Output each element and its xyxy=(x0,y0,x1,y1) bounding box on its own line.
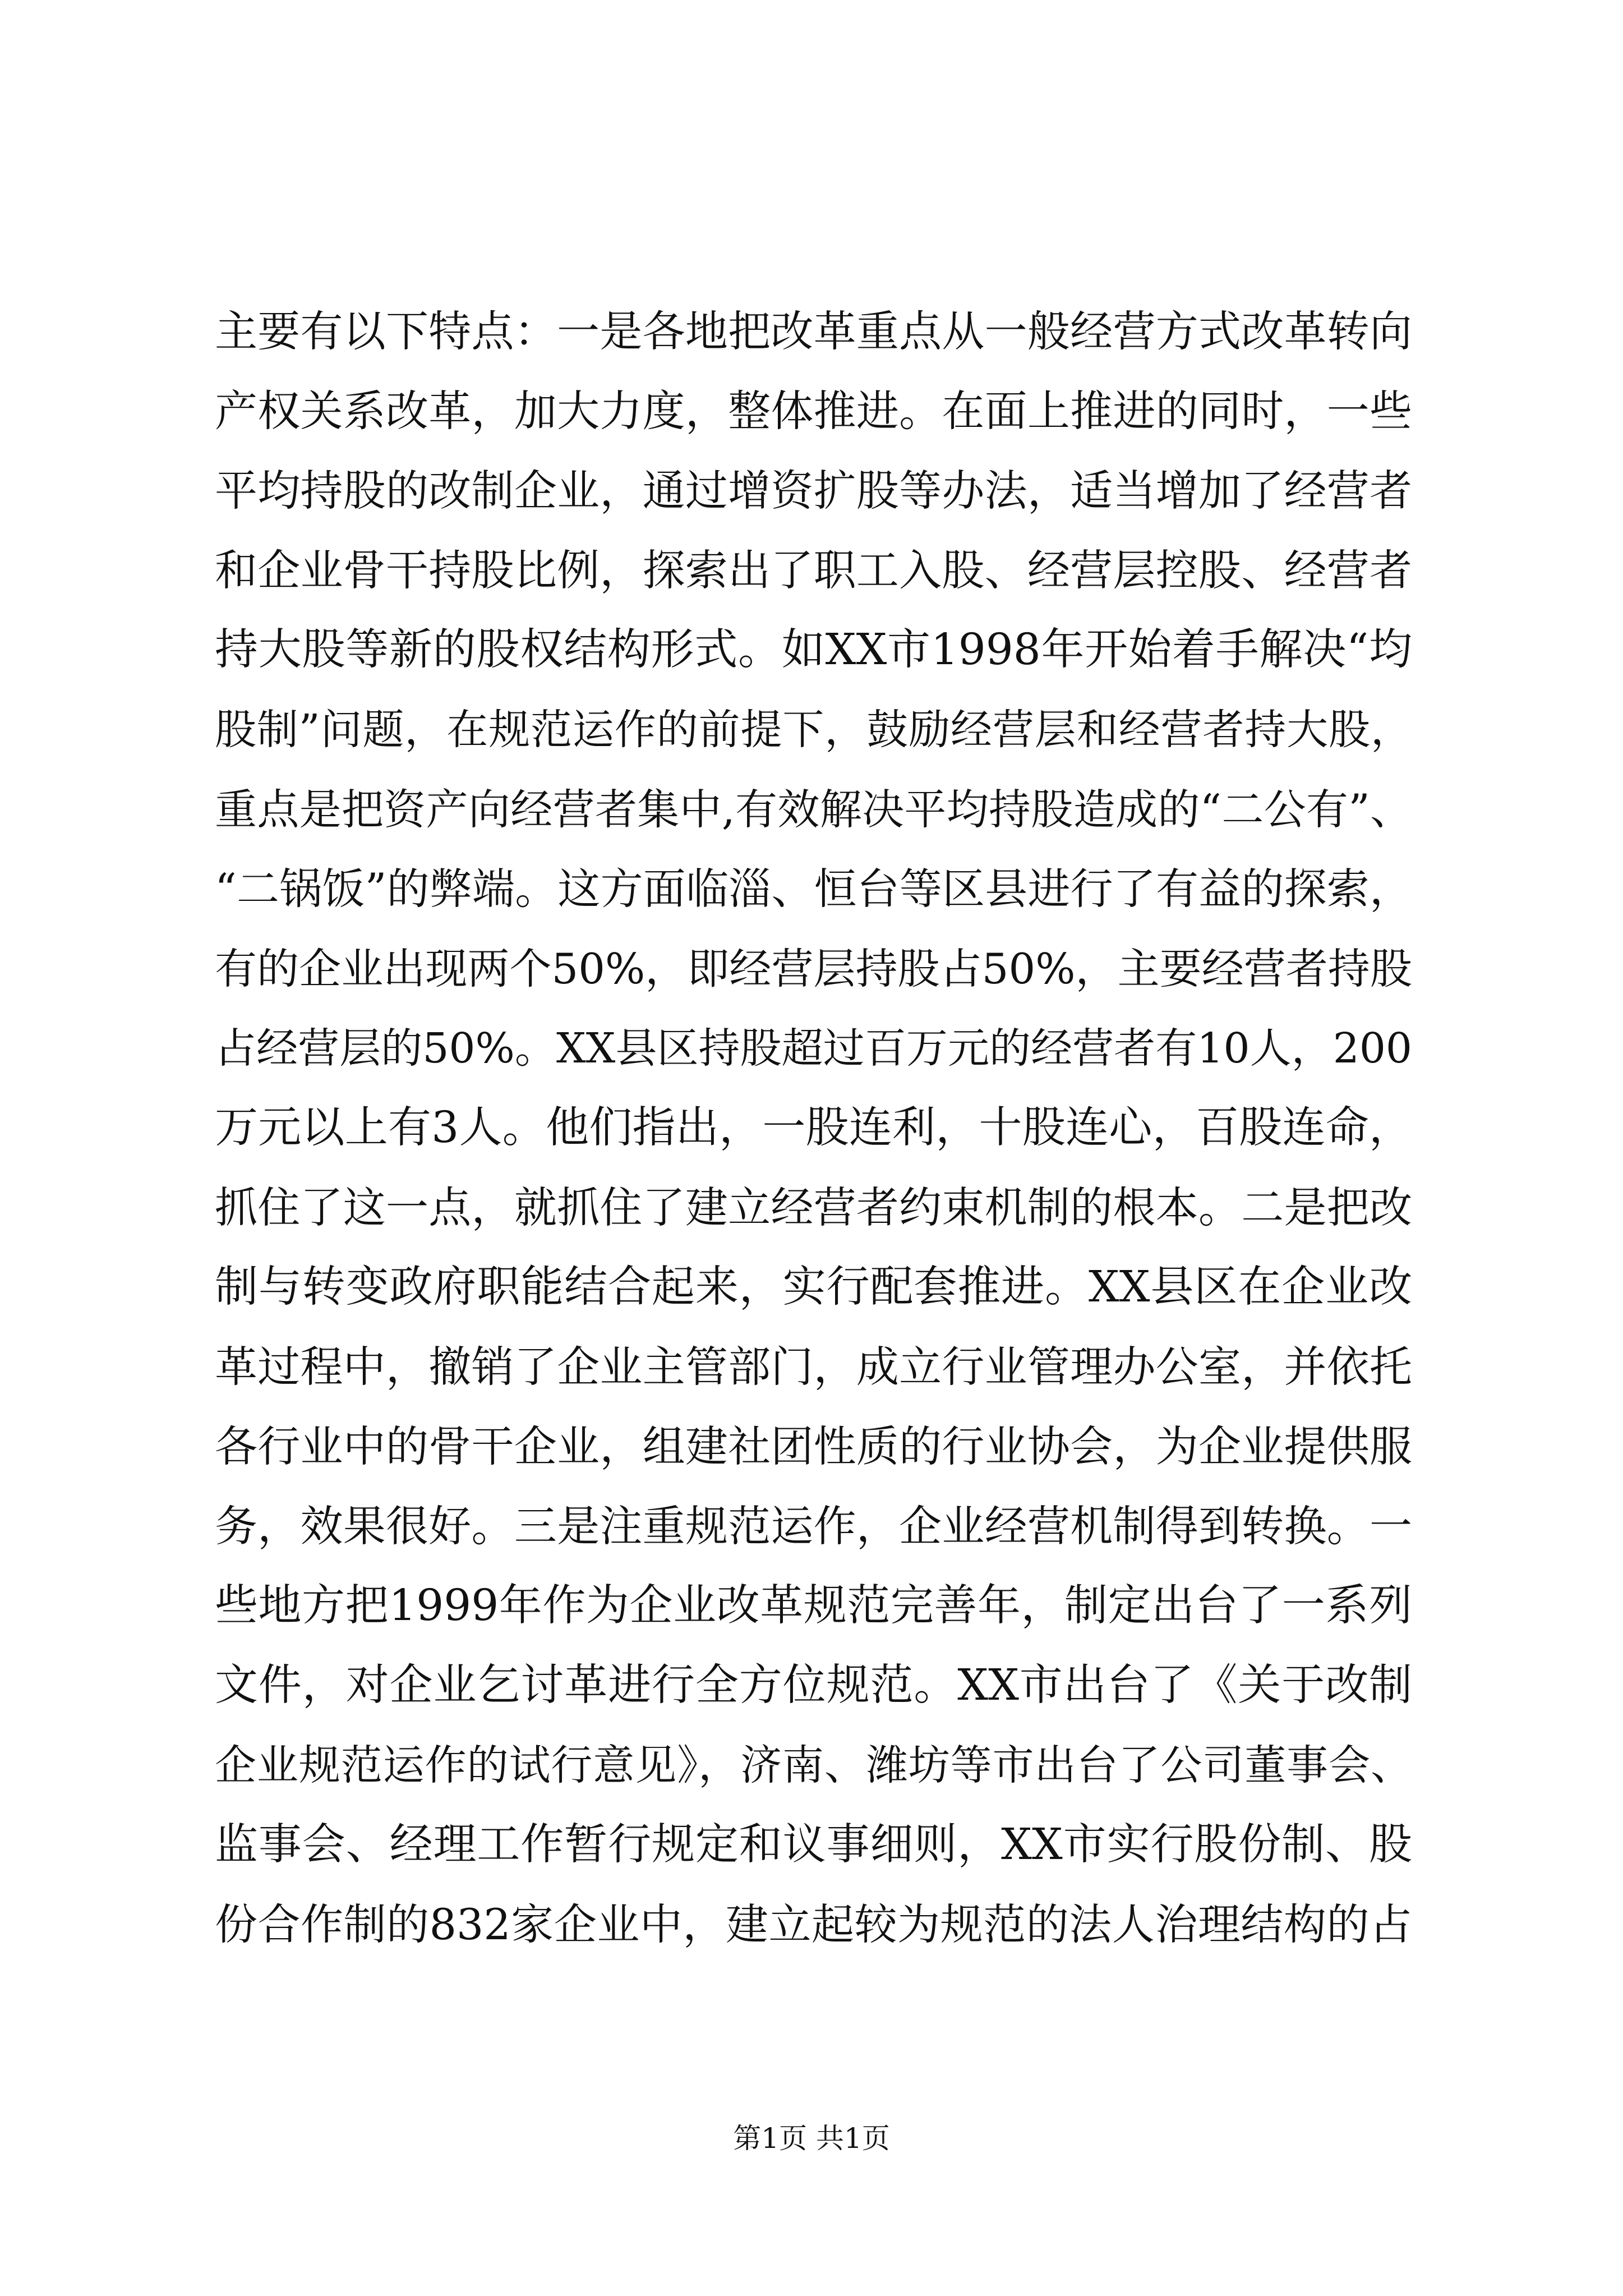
text-line: 务，效果很好。三是注重规范运作，企业经营机制得到转换。一 xyxy=(215,1501,1412,1551)
text-line: 些地方把1999年作为企业改革规范完善年，制定出台了一系列 xyxy=(215,1581,1412,1631)
text-line: 抓住了这一点，就抓住了建立经营者约束机制的根本。二是把改 xyxy=(215,1182,1412,1232)
text-line: 企业规范运作的试行意见》，济南、潍坊等市出台了公司董事会、 xyxy=(215,1741,1412,1789)
text-line: 产权关系改革，加大力度，整体推进。在面上推进的同时，一些 xyxy=(215,386,1412,436)
text-line: 平均持股的改制企业，通过增资扩股等办法，适当增加了经营者 xyxy=(215,466,1412,516)
text-line: 各行业中的骨干企业，组建社团性质的行业协会，为企业提供服 xyxy=(215,1421,1412,1471)
text-line: 股制”问题，在规范运作的前提下，鼓励经营层和经营者持大股， xyxy=(215,706,1412,754)
text-line: 文件，对企业乞讨革进行全方位规范。XX市出台了《关于改制 xyxy=(215,1660,1412,1710)
text-line: 重点是把资产向经营者集中,有效解决平均持股造成的“二公有”、 xyxy=(215,785,1412,834)
text-line: 持大股等新的股权结构形式。如XX市1998年开始着手解决“均 xyxy=(215,625,1412,675)
text-line: 有的企业出现两个50%，即经营层持股占50%，主要经营者持股 xyxy=(215,944,1412,993)
text-line: 革过程中，撤销了企业主管部门，成立行业管理办公室，并依托 xyxy=(215,1342,1412,1392)
text-line: 监事会、经理工作暂行规定和议事细则，XX市实行股份制、股 xyxy=(215,1820,1412,1870)
text-line: 万元以上有3人。他们指出，一股连利，十股连心，百股连命， xyxy=(215,1103,1412,1153)
text-line: 制与转变政府职能结合起来，实行配套推进。XX县区在企业改 xyxy=(215,1262,1412,1312)
page-footer: 第1页 共1页 xyxy=(733,2122,890,2155)
text-line: 占经营层的50%。XX县区持股超过百万元的经营者有10人，200 xyxy=(215,1024,1412,1073)
text-line: 份合作制的832家企业中，建立起较为规范的法人治理结构的占 xyxy=(215,1899,1412,1949)
body-text xyxy=(215,292,1412,1964)
text-line: “二锅饭”的弊端。这方面临淄、恒台等区县进行了有益的探索， xyxy=(215,864,1412,914)
text-line: 主要有以下特点：一是各地把改革重点从一般经营方式改革转向 xyxy=(215,306,1412,356)
text-line: 和企业骨干持股比例，探索出了职工入股、经营层控股、经营者 xyxy=(215,545,1412,595)
